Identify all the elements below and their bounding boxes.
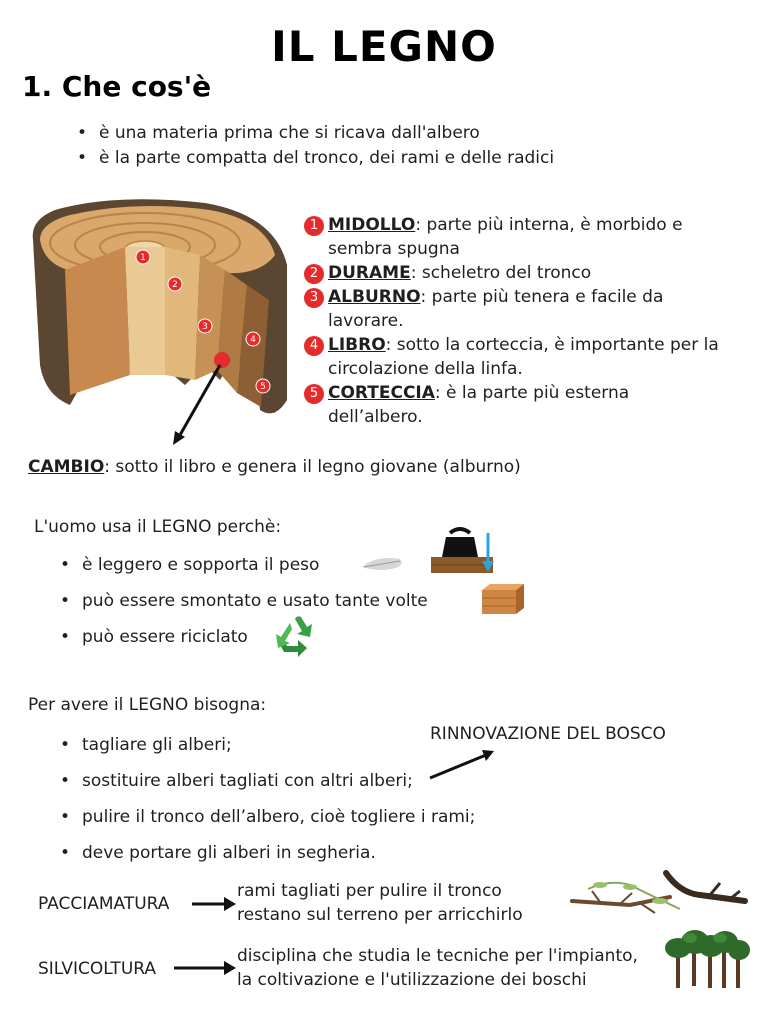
intro-bullet-text: è la parte compatta del tronco, dei rami e delle radici: [99, 148, 555, 168]
section-number: 1.: [22, 70, 53, 103]
layer-number: 3: [304, 288, 324, 308]
def-term: SILVICOLTURA: [38, 959, 157, 979]
forest-icon: [662, 926, 752, 990]
layer-term: CORTECCIA: [328, 383, 435, 403]
layer-desc-cont: circolazione della linfa.: [328, 359, 523, 379]
def-line: rami tagliati per pulire il tronco: [237, 881, 502, 901]
layer-number: 2: [304, 264, 324, 284]
section-heading: [22, 70, 211, 103]
weight-icon: [428, 525, 500, 577]
layer-term: LIBRO: [328, 335, 386, 355]
layer-desc: : è la parte più esterna: [434, 383, 630, 403]
need-item-text: sostituire alberi tagliati con altri alberi;: [82, 771, 413, 791]
recycle-icon: [272, 615, 318, 659]
layer-desc: : sotto la corteccia, è importante per la: [385, 335, 719, 355]
cambio-text: : sotto il libro e genera il legno giovane (alburno): [104, 457, 521, 477]
uses-item: • è leggero e sopporta il peso: [60, 555, 320, 575]
intro-bullet: • è una materia prima che si ricava dall'albero: [77, 123, 480, 143]
uses-item-text: è leggero e sopporta il peso: [82, 555, 320, 575]
trunk-cross-section: [25, 195, 300, 445]
layer-term: DURAME: [328, 263, 411, 283]
svg-text:3: 3: [202, 322, 208, 332]
callout-label: RINNOVAZIONE DEL BOSCO: [430, 724, 666, 744]
layer-item: [304, 213, 754, 261]
def-line: la coltivazione e l'utilizzazione dei boschi: [237, 970, 587, 990]
layer-number: 1: [304, 216, 324, 236]
layer-term: ALBURNO: [328, 287, 421, 307]
branches-icon: [570, 865, 750, 920]
page-title: IL LEGNO: [271, 22, 497, 71]
uses-item: • può essere smontato e usato tante volte: [60, 591, 428, 611]
layer-desc-cont: dell’albero.: [328, 407, 423, 427]
layer-item: [304, 381, 754, 429]
cambio-term: CAMBIO: [28, 457, 105, 477]
svg-text:5: 5: [260, 382, 266, 392]
layer-desc-cont: sembra spugna: [328, 239, 460, 259]
svg-text:1: 1: [140, 253, 146, 263]
arrow-right-icon: [190, 895, 238, 913]
layer-number: 4: [304, 336, 324, 356]
def-term: PACCIAMATURA: [38, 894, 170, 914]
def-line: restano sul terreno per arricchirlo: [237, 905, 523, 925]
uses-item-text: può essere smontato e usato tante volte: [82, 591, 428, 611]
layer-desc: : parte più tenera e facile da: [420, 287, 664, 307]
svg-text:4: 4: [250, 335, 256, 345]
uses-heading: L'uomo usa il LEGNO perchè:: [34, 517, 282, 537]
wood-crate-icon: [478, 582, 526, 616]
need-item: • deve portare gli alberi in segheria.: [60, 843, 376, 863]
section-heading-text: Che cos'è: [61, 70, 212, 103]
layer-item: [304, 261, 754, 285]
def-line: disciplina che studia le tecniche per l'impianto,: [237, 946, 638, 966]
layer-term: MIDOLLO: [328, 215, 416, 235]
arrow-right-icon: [172, 959, 238, 977]
layer-number: 5: [304, 384, 324, 404]
def-text: [237, 879, 523, 927]
callout-arrow-icon: [428, 748, 496, 782]
layer-item: [304, 333, 754, 381]
cambio-definition: [28, 455, 521, 479]
need-item: • tagliare gli alberi;: [60, 735, 232, 755]
svg-text:2: 2: [172, 280, 178, 290]
uses-item-text: può essere riciclato: [82, 627, 248, 647]
need-item-text: tagliare gli alberi;: [82, 735, 232, 755]
uses-item: • può essere riciclato: [60, 627, 248, 647]
layer-item: [304, 285, 754, 333]
layer-desc: : scheletro del tronco: [410, 263, 592, 283]
need-heading: Per avere il LEGNO bisogna:: [28, 695, 267, 715]
layer-desc: : parte più interna, è morbido e: [415, 215, 683, 235]
layer-desc-cont: lavorare.: [328, 311, 404, 331]
feather-icon: [360, 553, 406, 575]
def-text: [237, 944, 638, 992]
need-item: • sostituire alberi tagliati con altri alberi;: [60, 771, 413, 791]
layers-legend: [304, 213, 754, 429]
need-item-text: pulire il tronco dell’albero, cioè togliere i rami;: [82, 807, 476, 827]
need-item: • pulire il tronco dell’albero, cioè togliere i rami;: [60, 807, 476, 827]
intro-bullet-text: è una materia prima che si ricava dall'albero: [99, 123, 480, 143]
intro-bullet: • è la parte compatta del tronco, dei rami e delle radici: [77, 148, 555, 168]
need-item-text: deve portare gli alberi in segheria.: [82, 843, 376, 863]
